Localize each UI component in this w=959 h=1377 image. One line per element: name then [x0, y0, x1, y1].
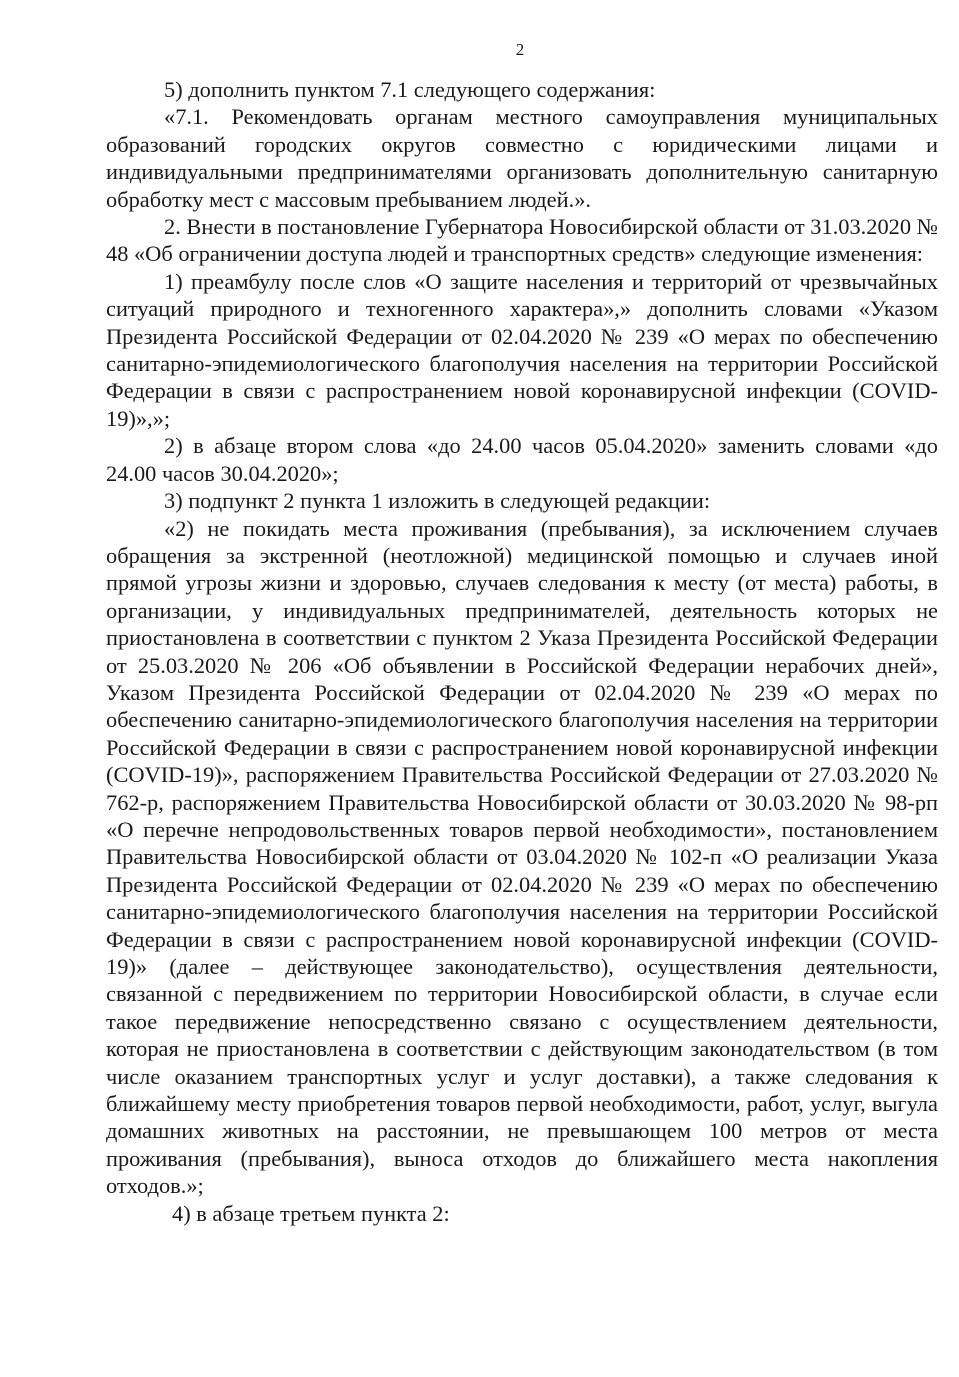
paragraph-section-2: 2. Внести в постановление Губернатора Новосибирской области от 31.03.2020 № 48 «Об ограничении доступа людей и транспортных средств» следующие изменения:: [106, 214, 938, 267]
paragraph-subitem-2: 2) в абзаце втором слова «до 24.00 часов 05.04.2020» заменить словами «до 24.00 часов 30.04.2020»;: [106, 433, 938, 486]
paragraph-quote-7-1: «7.1. Рекомендовать органам местного самоуправления муниципальных образований городских округов совместно с юридическими лицами и индивидуальными предпринимателями организовать дополнительную санитарную обработку мест с массовым пребыванием людей.».: [106, 104, 938, 212]
page-number: 2: [515, 40, 525, 59]
paragraph-subitem-4: 4) в абзаце третьем пункта 2:: [172, 1200, 450, 1226]
paragraph-item-5: 5) дополнить пунктом 7.1 следующего содержания:: [164, 77, 656, 102]
document-body: [106, 76, 938, 1227]
paragraph-subitem-1: 1) преамбулу после слов «О защите населения и территорий от чрезвычайных ситуаций природного и техногенного характера»,» дополнить словами «Указом Президента Российской Федерации от 02.04.2020 № 239 «О мерах по обеспечению санитарно-эпидемиологического благополучия населения на территории Российской Федерации в связи с распространением новой коронавирусной инфекции (COVID-19)»,»;: [106, 268, 938, 431]
paragraph-subitem-3: 3) подпункт 2 пункта 1 изложить в следующей редакции:: [164, 488, 711, 514]
paragraph-quote-subitem-2: «2) не покидать места проживания (пребывания), за исключением случаев обращения за экстренной (неотложной) медицинской помощью и случаев иной прямой угрозы жизни и здоровью, случаев следования к месту (от места) работы, в организации, у индивидуальных предпринимателей, деятельность которых не приостановлена в соответствии с пунктом 2 Указа Президента Российской Федерации от 25.03.2020 № 206 «Об объявлении в Российской Федерации нерабочих дней», Указом Президента Российской Федерации от 02.04.2020 № 239 «О мерах по обеспечению санитарно-эпидемиологического благополучия населения на территории Российской Федерации в связи с распространением новой коронавирусной инфекции (COVID-19)», распоряжением Правительства Российской Федерации от 27.03.2020 № 762-р, распоряжением Правительства Новосибирской области от 30.03.2020 № 98-рп «О перечне непродовольственных товаров первой необходимости», постановлением Правительства Новосибирской области от 03.04.2020 № 102-п «О реализации Указа Президента Российской Федерации от 02.04.2020 № 239 «О мерах по обеспечению санитарно-эпидемиологического благополучия населения на территории Российской Федерации в связи с распространением новой коронавирусной инфекции (COVID-19)» (далее – действующее законодательство), осуществления деятельности, связанной с передвижением по территории Новосибирской области, в случае если такое передвижение непосредственно связано с осуществлением деятельности, которая не приостановлена в соответствии с действующим законодательством (в том числе оказанием транспортных услуг и услуг доставки), а также следования к ближайшему месту приобретения товаров первой необходимости, работ, услуг, выгула домашних животных на расстоянии, не превышающем 100 метров от места проживания (пребывания), выноса отходов до ближайшего места накопления отходов.»;: [106, 515, 938, 1199]
